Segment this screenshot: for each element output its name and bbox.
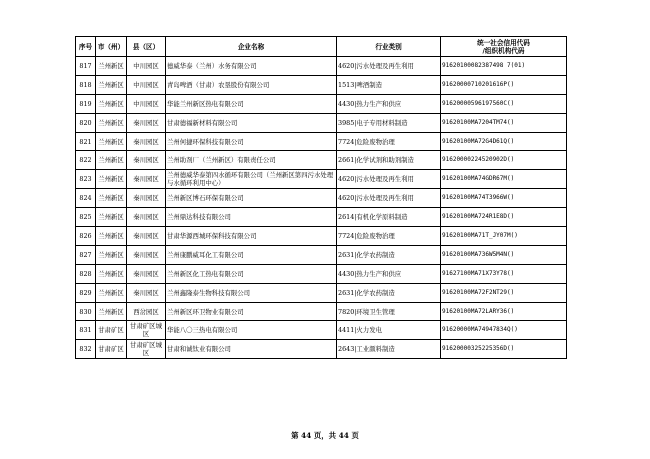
enterprise-table xyxy=(75,36,567,359)
cell-seq: 820 xyxy=(76,113,96,132)
cell-city: 兰州新区 xyxy=(96,208,127,227)
cell-code: 91620000325225356D() xyxy=(441,340,567,359)
cell-company: 甘肃德福新材料有限公司 xyxy=(166,113,337,132)
cell-company: 兰州新区环卫物业有限公司 xyxy=(166,302,337,321)
cell-industry: 7724|危险废物治理 xyxy=(337,227,441,246)
table-row xyxy=(76,208,567,227)
cell-city: 兰州新区 xyxy=(96,283,127,302)
cell-industry: 4620|污水处理及再生利用 xyxy=(337,189,441,208)
cell-industry: 4620|污水处理及再生利用 xyxy=(337,170,441,189)
cell-seq: 825 xyxy=(76,208,96,227)
table-row xyxy=(76,132,567,151)
cell-seq: 824 xyxy=(76,189,96,208)
cell-seq: 832 xyxy=(76,340,96,359)
cell-seq: 821 xyxy=(76,132,96,151)
cell-industry: 4620|污水处理及再生利用 xyxy=(337,57,441,76)
cell-city: 兰州新区 xyxy=(96,94,127,113)
header-county: 县（区） xyxy=(127,37,166,57)
cell-company: 德威华泰（兰州）水务有限公司 xyxy=(166,57,337,76)
cell-industry: 4411|火力发电 xyxy=(337,321,441,340)
cell-code: 91620100082387498 7(01) xyxy=(441,57,567,76)
cell-company: 华能兰州新区热电有限公司 xyxy=(166,94,337,113)
cell-seq: 826 xyxy=(76,227,96,246)
table-row xyxy=(76,340,567,359)
cell-code: 91620100MA74GDR67M() xyxy=(441,170,567,189)
header-industry: 行业类别 xyxy=(337,37,441,57)
cell-code: 91620100MA72LARY36() xyxy=(441,302,567,321)
cell-county: 秦川园区 xyxy=(127,227,166,246)
cell-company: 兰州何捷环保科技有限公司 xyxy=(166,132,337,151)
cell-company: 兰州鼎达科技有限公司 xyxy=(166,208,337,227)
table-row xyxy=(76,151,567,170)
cell-county: 甘肃矿区城区 xyxy=(127,340,166,359)
cell-company: 兰州新区化工热电有限公司 xyxy=(166,264,337,283)
cell-code: 91627100MA71X73Y78() xyxy=(441,264,567,283)
cell-seq: 823 xyxy=(76,170,96,189)
cell-code: 91620100MA736W5M4N() xyxy=(441,245,567,264)
cell-city: 兰州新区 xyxy=(96,113,127,132)
cell-industry: 7724|危险废物治理 xyxy=(337,132,441,151)
cell-industry: 2614|有机化学原料制造 xyxy=(337,208,441,227)
cell-county: 秦川园区 xyxy=(127,245,166,264)
cell-industry: 2631|化学农药制造 xyxy=(337,283,441,302)
cell-industry: 2661|化学试剂和助剂制造 xyxy=(337,151,441,170)
cell-county: 中川园区 xyxy=(127,57,166,76)
cell-industry: 1513|啤酒制造 xyxy=(337,75,441,94)
cell-seq: 822 xyxy=(76,151,96,170)
cell-county: 秦川园区 xyxy=(127,208,166,227)
cell-company: 兰州新区博石环保有限公司 xyxy=(166,189,337,208)
table-row xyxy=(76,264,567,283)
header-city: 市（州） xyxy=(96,37,127,57)
table-row xyxy=(76,245,567,264)
cell-city: 兰州新区 xyxy=(96,170,127,189)
cell-county: 秦川园区 xyxy=(127,132,166,151)
table-row xyxy=(76,94,567,113)
cell-city: 兰州新区 xyxy=(96,245,127,264)
cell-county: 西岔园区 xyxy=(127,302,166,321)
cell-company: 兰州助剂厂（兰州新区）有限责任公司 xyxy=(166,151,337,170)
cell-city: 兰州新区 xyxy=(96,151,127,170)
cell-city: 兰州新区 xyxy=(96,57,127,76)
table-row xyxy=(76,75,567,94)
header-code-line1: 统一社会信用代码 xyxy=(477,38,530,47)
cell-city: 甘肃矿区 xyxy=(96,321,127,340)
cell-county: 秦川园区 xyxy=(127,113,166,132)
cell-code: 91620000596197560C() xyxy=(441,94,567,113)
cell-code: 91620100MA72G4D61Q() xyxy=(441,132,567,151)
cell-company: 青岛啤酒（甘肃）农垦股份有限公司 xyxy=(166,75,337,94)
cell-city: 兰州新区 xyxy=(96,132,127,151)
cell-county: 秦川园区 xyxy=(127,170,166,189)
cell-industry: 3985|电子专用材料制造 xyxy=(337,113,441,132)
cell-county: 甘肃矿区城区 xyxy=(127,321,166,340)
table-row xyxy=(76,170,567,189)
cell-industry: 4430|热力生产和供应 xyxy=(337,94,441,113)
table-row xyxy=(76,113,567,132)
cell-county: 秦川园区 xyxy=(127,151,166,170)
cell-seq: 818 xyxy=(76,75,96,94)
header-seq: 序号 xyxy=(76,37,96,57)
cell-county: 中川园区 xyxy=(127,75,166,94)
cell-code: 91620100MA72F2NT29() xyxy=(441,283,567,302)
table-row xyxy=(76,57,567,76)
cell-seq: 830 xyxy=(76,302,96,321)
cell-code: 91620000224520902D() xyxy=(441,151,567,170)
table-row xyxy=(76,227,567,246)
cell-county: 秦川园区 xyxy=(127,283,166,302)
cell-seq: 828 xyxy=(76,264,96,283)
table-header-row xyxy=(76,37,567,57)
cell-city: 甘肃矿区 xyxy=(96,340,127,359)
cell-city: 兰州新区 xyxy=(96,189,127,208)
cell-industry: 2631|化学农药制造 xyxy=(337,245,441,264)
cell-county: 中川园区 xyxy=(127,94,166,113)
cell-company: 华能八〇三热电有限公司 xyxy=(166,321,337,340)
cell-city: 兰州新区 xyxy=(96,302,127,321)
cell-code: 91620000MA74947834Q() xyxy=(441,321,567,340)
cell-code: 91620000710201616P() xyxy=(441,75,567,94)
cell-seq: 827 xyxy=(76,245,96,264)
cell-seq: 819 xyxy=(76,94,96,113)
table-row xyxy=(76,321,567,340)
cell-county: 秦川园区 xyxy=(127,189,166,208)
cell-company: 兰州康鹏威耳化工有限公司 xyxy=(166,245,337,264)
cell-code: 91620100MA74T3966W() xyxy=(441,189,567,208)
cell-city: 兰州新区 xyxy=(96,75,127,94)
header-company: 企业名称 xyxy=(166,37,337,57)
cell-city: 兰州新区 xyxy=(96,227,127,246)
cell-company: 兰州德威华泰第四水循环有限公司（兰州新区第四污水处理与水循环利用中心） xyxy=(166,170,337,189)
cell-code: 91620100MA7204TM74() xyxy=(441,113,567,132)
cell-seq: 831 xyxy=(76,321,96,340)
cell-seq: 817 xyxy=(76,57,96,76)
cell-industry: 7820|环境卫生管理 xyxy=(337,302,441,321)
cell-county: 秦川园区 xyxy=(127,264,166,283)
cell-city: 兰州新区 xyxy=(96,264,127,283)
cell-company: 甘肃和诚钛业有限公司 xyxy=(166,340,337,359)
cell-industry: 2643|工业颜料制造 xyxy=(337,340,441,359)
table-row xyxy=(76,302,567,321)
cell-code: 91620100MA724R1E8D() xyxy=(441,208,567,227)
cell-industry: 4430|热力生产和供应 xyxy=(337,264,441,283)
cell-code: 91620100MA71T_JY07M() xyxy=(441,227,567,246)
cell-company: 甘肃华源西城环保科技有限公司 xyxy=(166,227,337,246)
header-code-line2: /组织机构代码 xyxy=(482,46,525,55)
table-row xyxy=(76,189,567,208)
table-row xyxy=(76,283,567,302)
cell-company: 兰州鑫隆泰生物科技有限公司 xyxy=(166,283,337,302)
page-number-footer: 第 44 页，共 44 页 xyxy=(291,431,359,440)
cell-seq: 829 xyxy=(76,283,96,302)
header-code xyxy=(441,37,567,57)
